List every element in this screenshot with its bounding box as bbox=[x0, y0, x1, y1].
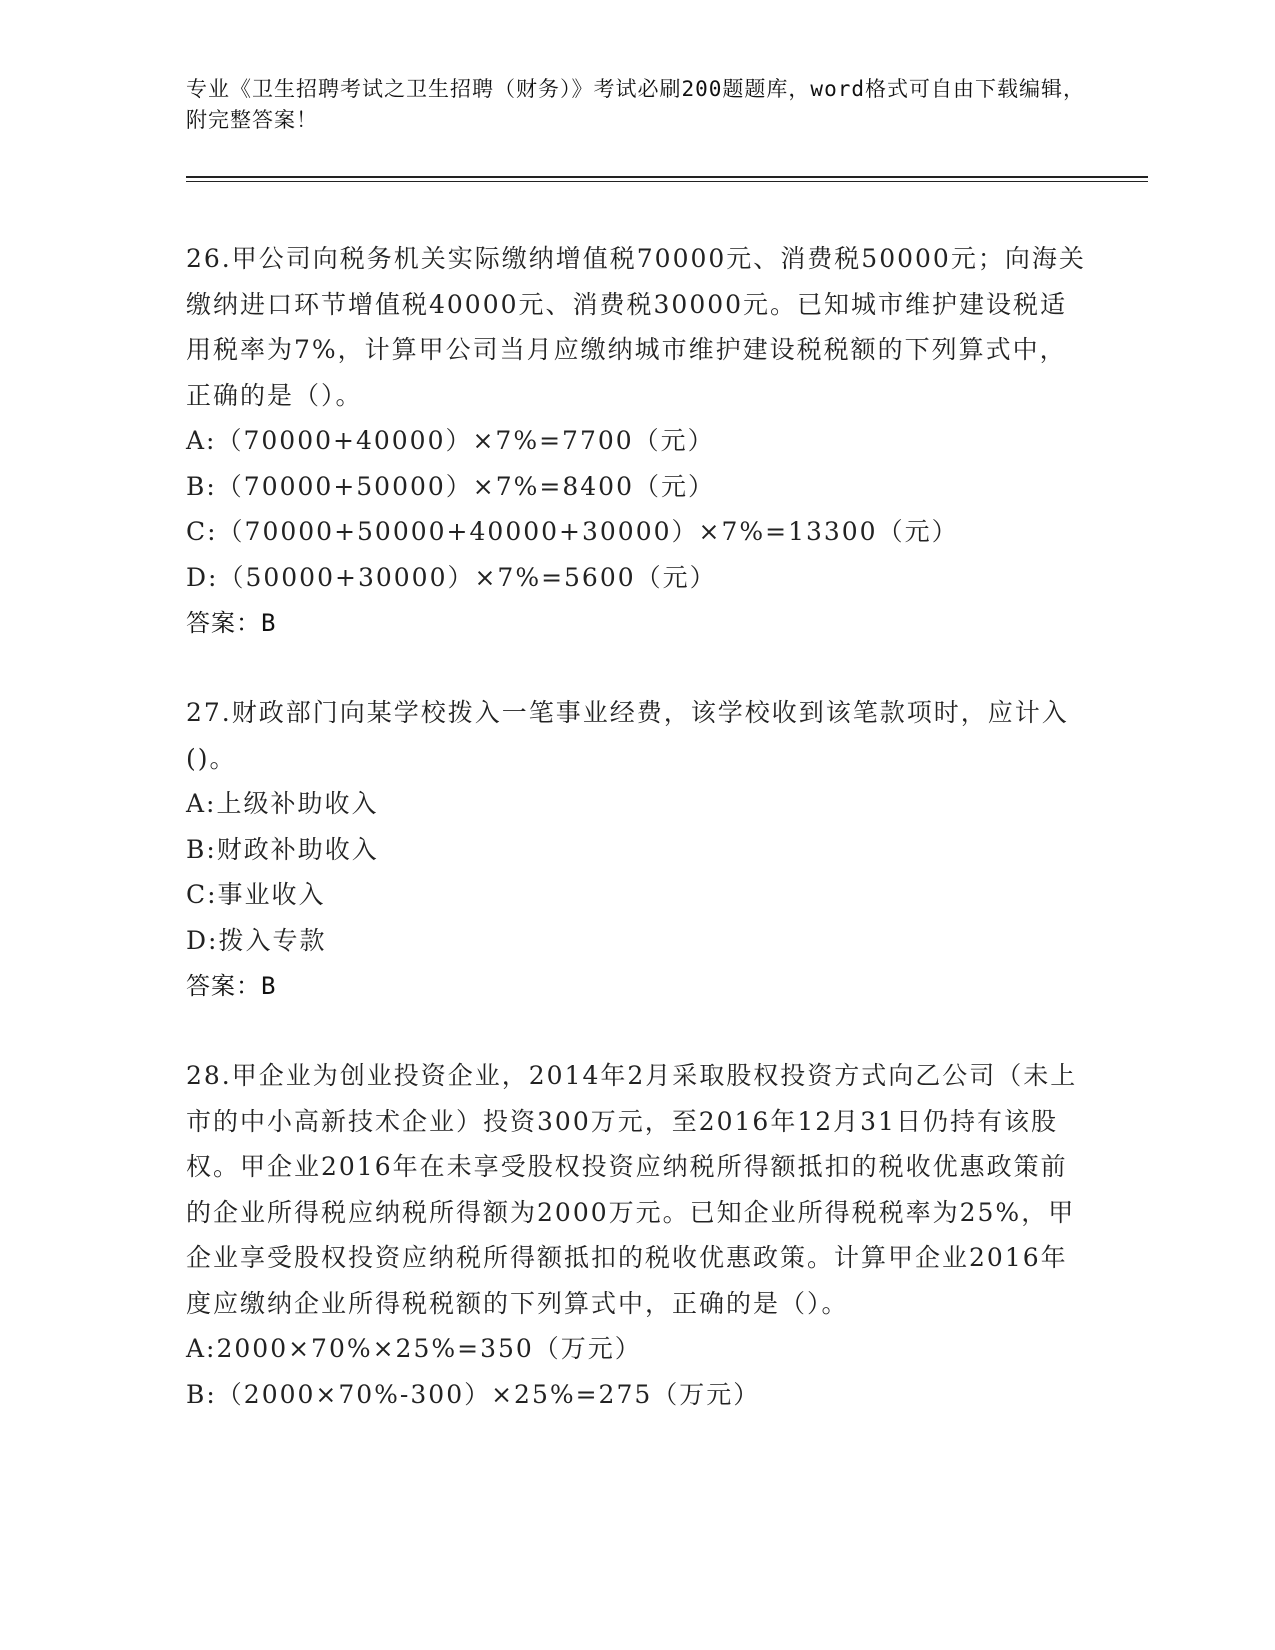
question-list bbox=[186, 236, 1086, 1461]
question-27 bbox=[186, 690, 1086, 1009]
question-stem: 27.财政部门向某学校拨入一笔事业经费，该学校收到该笔款项时，应计入()。 bbox=[186, 698, 1069, 773]
option-c: C:事业收入 bbox=[186, 880, 326, 909]
option-a: A:（70000+40000）×7%=7700（元） bbox=[186, 426, 715, 455]
option-b: B:（70000+50000）×7%=8400（元） bbox=[186, 471, 715, 501]
question-stem: 26.甲公司向税务机关实际缴纳增值税70000元、消费税50000元；向海关缴纳进口环节增值税40000元、消费税30000元。已知城市维护建设税适用税率为7%，计算甲公司当月应缴纳城市维护建设税税额的下列算式中，正确的是（）。 bbox=[186, 244, 1086, 410]
option-b: B:（2000×70%-300）×25%=275（万元） bbox=[186, 1379, 761, 1409]
option-b: B:财政补助收入 bbox=[186, 834, 379, 864]
question-28 bbox=[186, 1053, 1086, 1417]
option-a: A:2000×70%×25%=350（万元） bbox=[186, 1334, 642, 1363]
answer-line: 答案：B bbox=[186, 972, 277, 1000]
option-c: C:（70000+50000+40000+30000）×7%=13300（元） bbox=[186, 517, 959, 546]
option-d: D:拨入专款 bbox=[186, 925, 327, 955]
option-a: A:上级补助收入 bbox=[186, 789, 379, 818]
document-header: 专业《卫生招聘考试之卫生招聘（财务）》考试必刷200题题库，word格式可自由下载编辑，附完整答案！ bbox=[186, 77, 1085, 132]
header-divider-thin bbox=[186, 181, 1148, 182]
question-stem: 28.甲企业为创业投资企业，2014年2月采取股权投资方式向乙公司（未上市的中小高新技术企业）投资300万元，至2016年12月31日仍持有该股权。甲企业2016年在未享受股权投资应纳税所得额抵扣的税收优惠政策前的企业所得税应纳税所得额为2000万元。已知企业所得税税率为25%，甲企业享受股权投资应纳税所得额抵扣的税收优惠政策。计算甲企业2016年度应缴纳企业所得税税额的下列算式中，正确的是（）。 bbox=[186, 1061, 1078, 1318]
answer-line: 答案：B bbox=[186, 609, 277, 637]
question-26 bbox=[186, 236, 1086, 646]
option-d: D:（50000+30000）×7%=5600（元） bbox=[186, 562, 717, 592]
header-divider-thick bbox=[186, 176, 1148, 178]
